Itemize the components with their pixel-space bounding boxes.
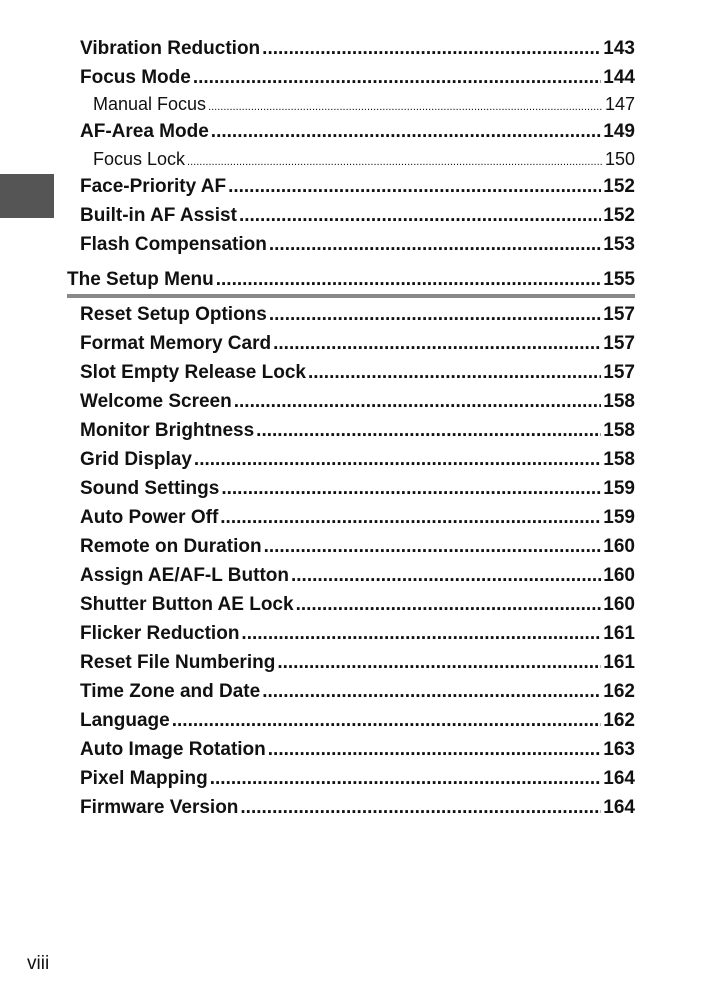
toc-entry-shutter-button-ae-lock[interactable] (80, 592, 635, 618)
toc-entry-page: 159 (603, 478, 635, 499)
toc-subentry-manual-focus[interactable] (93, 92, 635, 116)
dot-leader (262, 36, 601, 62)
toc-entry-page: 164 (603, 768, 635, 789)
toc-entry-pixel-mapping[interactable] (80, 766, 635, 792)
toc-entry-title: Sound Settings (80, 478, 220, 499)
dot-leader (269, 232, 601, 258)
toc-entry-page: 160 (603, 536, 635, 557)
toc-entry-vibration-reduction[interactable] (80, 36, 635, 62)
toc-entry-assign-ae-af-l-button[interactable] (80, 563, 635, 589)
toc-entry-auto-power-off[interactable] (80, 505, 635, 531)
toc-entry-title: Built-in AF Assist (80, 205, 237, 226)
toc-entry-page: 152 (603, 205, 635, 226)
toc-entry-title: Assign AE/AF-L Button (80, 565, 289, 586)
toc-entry-page: 161 (603, 623, 635, 644)
dot-leader (269, 302, 601, 328)
toc-entry-title: Firmware Version (80, 797, 239, 818)
toc-entry-page: 149 (603, 121, 635, 142)
toc-entry-format-memory-card[interactable] (80, 331, 635, 357)
toc-entry-title: Auto Power Off (80, 507, 219, 528)
toc-entry-page: 152 (603, 176, 635, 197)
toc-entry-page: 164 (603, 797, 635, 818)
toc-entry-page: 143 (603, 38, 635, 59)
toc-entry-page: 160 (603, 594, 635, 615)
toc-entry-page: 157 (603, 333, 635, 354)
toc-entry-page: 150 (604, 149, 635, 169)
dot-leader (239, 203, 601, 229)
dot-leader (221, 476, 601, 502)
toc-entry-page: 159 (603, 507, 635, 528)
dot-leader (216, 266, 602, 294)
dot-leader (210, 766, 602, 792)
toc-entry-slot-empty-release-lock[interactable] (80, 360, 635, 386)
toc-entry-title: Time Zone and Date (80, 681, 261, 702)
dot-leader (273, 331, 601, 357)
toc-entry-title: Auto Image Rotation (80, 739, 266, 760)
toc-entry-grid-display[interactable] (80, 447, 635, 473)
toc-entry-reset-setup-options[interactable] (80, 302, 635, 328)
dot-leader (264, 534, 602, 560)
toc-entry-built-in-af-assist[interactable] (80, 203, 635, 229)
toc-entry-page: 157 (603, 362, 635, 383)
toc-entry-title: Language (80, 710, 170, 731)
section-underline (67, 294, 635, 298)
toc-section-title: The Setup Menu (67, 269, 214, 290)
toc-entry-title: Slot Empty Release Lock (80, 362, 306, 383)
dot-leader (240, 795, 601, 821)
toc-entry-firmware-version[interactable] (80, 795, 635, 821)
toc-entry-remote-on-duration[interactable] (80, 534, 635, 560)
toc-entry-page: 157 (603, 304, 635, 325)
toc-entry-title: Format Memory Card (80, 333, 272, 354)
toc-entry-title: Grid Display (80, 449, 192, 470)
dot-leader (194, 447, 601, 473)
dot-leader (220, 505, 601, 531)
toc-entry-page: 162 (603, 681, 635, 702)
dot-leader (193, 65, 601, 91)
toc-entry-page: 158 (603, 449, 635, 470)
toc-entry-title: Reset File Numbering (80, 652, 276, 673)
toc-entry-page: 147 (604, 94, 635, 114)
dot-leader (228, 174, 601, 200)
dot-leader (262, 679, 601, 705)
toc-entry-title: Vibration Reduction (80, 38, 261, 59)
toc-section-page: 155 (603, 269, 635, 290)
toc-entry-title: Monitor Brightness (80, 420, 255, 441)
toc-entry-time-zone-and-date[interactable] (80, 679, 635, 705)
toc-entry-title: Flicker Reduction (80, 623, 240, 644)
toc-entry-title: Shutter Button AE Lock (80, 594, 294, 615)
toc-entry-title: Welcome Screen (80, 391, 232, 412)
toc-entry-language[interactable] (80, 708, 635, 734)
toc-section-setup-menu[interactable] (67, 266, 635, 294)
dot-leader (256, 418, 601, 444)
toc-entry-monitor-brightness[interactable] (80, 418, 635, 444)
dot-leader (268, 737, 602, 763)
toc-entry-auto-image-rotation[interactable] (80, 737, 635, 763)
toc-entry-af-area-mode[interactable] (80, 119, 635, 145)
dot-leader (211, 119, 602, 145)
toc-entry-sound-settings[interactable] (80, 476, 635, 502)
toc-entry-title: Reset Setup Options (80, 304, 267, 325)
toc-subentry-focus-lock[interactable] (93, 147, 635, 171)
toc-entry-title: Focus Lock (93, 149, 186, 169)
toc-entry-welcome-screen[interactable] (80, 389, 635, 415)
dot-leader (187, 150, 603, 171)
toc-entry-page: 161 (603, 652, 635, 673)
toc-entry-page: 144 (603, 67, 635, 88)
dot-leader (172, 708, 602, 734)
dot-leader (208, 95, 603, 116)
dot-leader (277, 650, 601, 676)
dot-leader (296, 592, 602, 618)
toc-entry-title: Remote on Duration (80, 536, 262, 557)
toc-entry-flicker-reduction[interactable] (80, 621, 635, 647)
toc-entry-title: Pixel Mapping (80, 768, 208, 789)
dot-leader (308, 360, 601, 386)
toc-entry-title: Focus Mode (80, 67, 191, 88)
dot-leader (241, 621, 601, 647)
page-number: viii (27, 953, 50, 974)
toc-entry-page: 153 (603, 234, 635, 255)
toc-entry-title: Face-Priority AF (80, 176, 227, 197)
toc-entry-title: Flash Compensation (80, 234, 267, 255)
dot-leader (234, 389, 602, 415)
toc-entry-reset-file-numbering[interactable] (80, 650, 635, 676)
toc-entry-page: 158 (603, 391, 635, 412)
toc-entry-focus-mode[interactable] (80, 65, 635, 91)
toc-entry-flash-compensation[interactable] (80, 232, 635, 258)
toc-entry-page: 160 (603, 565, 635, 586)
toc-entry-title: Manual Focus (93, 94, 207, 114)
toc-entry-title: AF-Area Mode (80, 121, 209, 142)
dot-leader (291, 563, 601, 589)
toc-entry-page: 162 (603, 710, 635, 731)
toc-entry-face-priority-af[interactable] (80, 174, 635, 200)
toc-entry-page: 158 (603, 420, 635, 441)
toc-entry-page: 163 (603, 739, 635, 760)
